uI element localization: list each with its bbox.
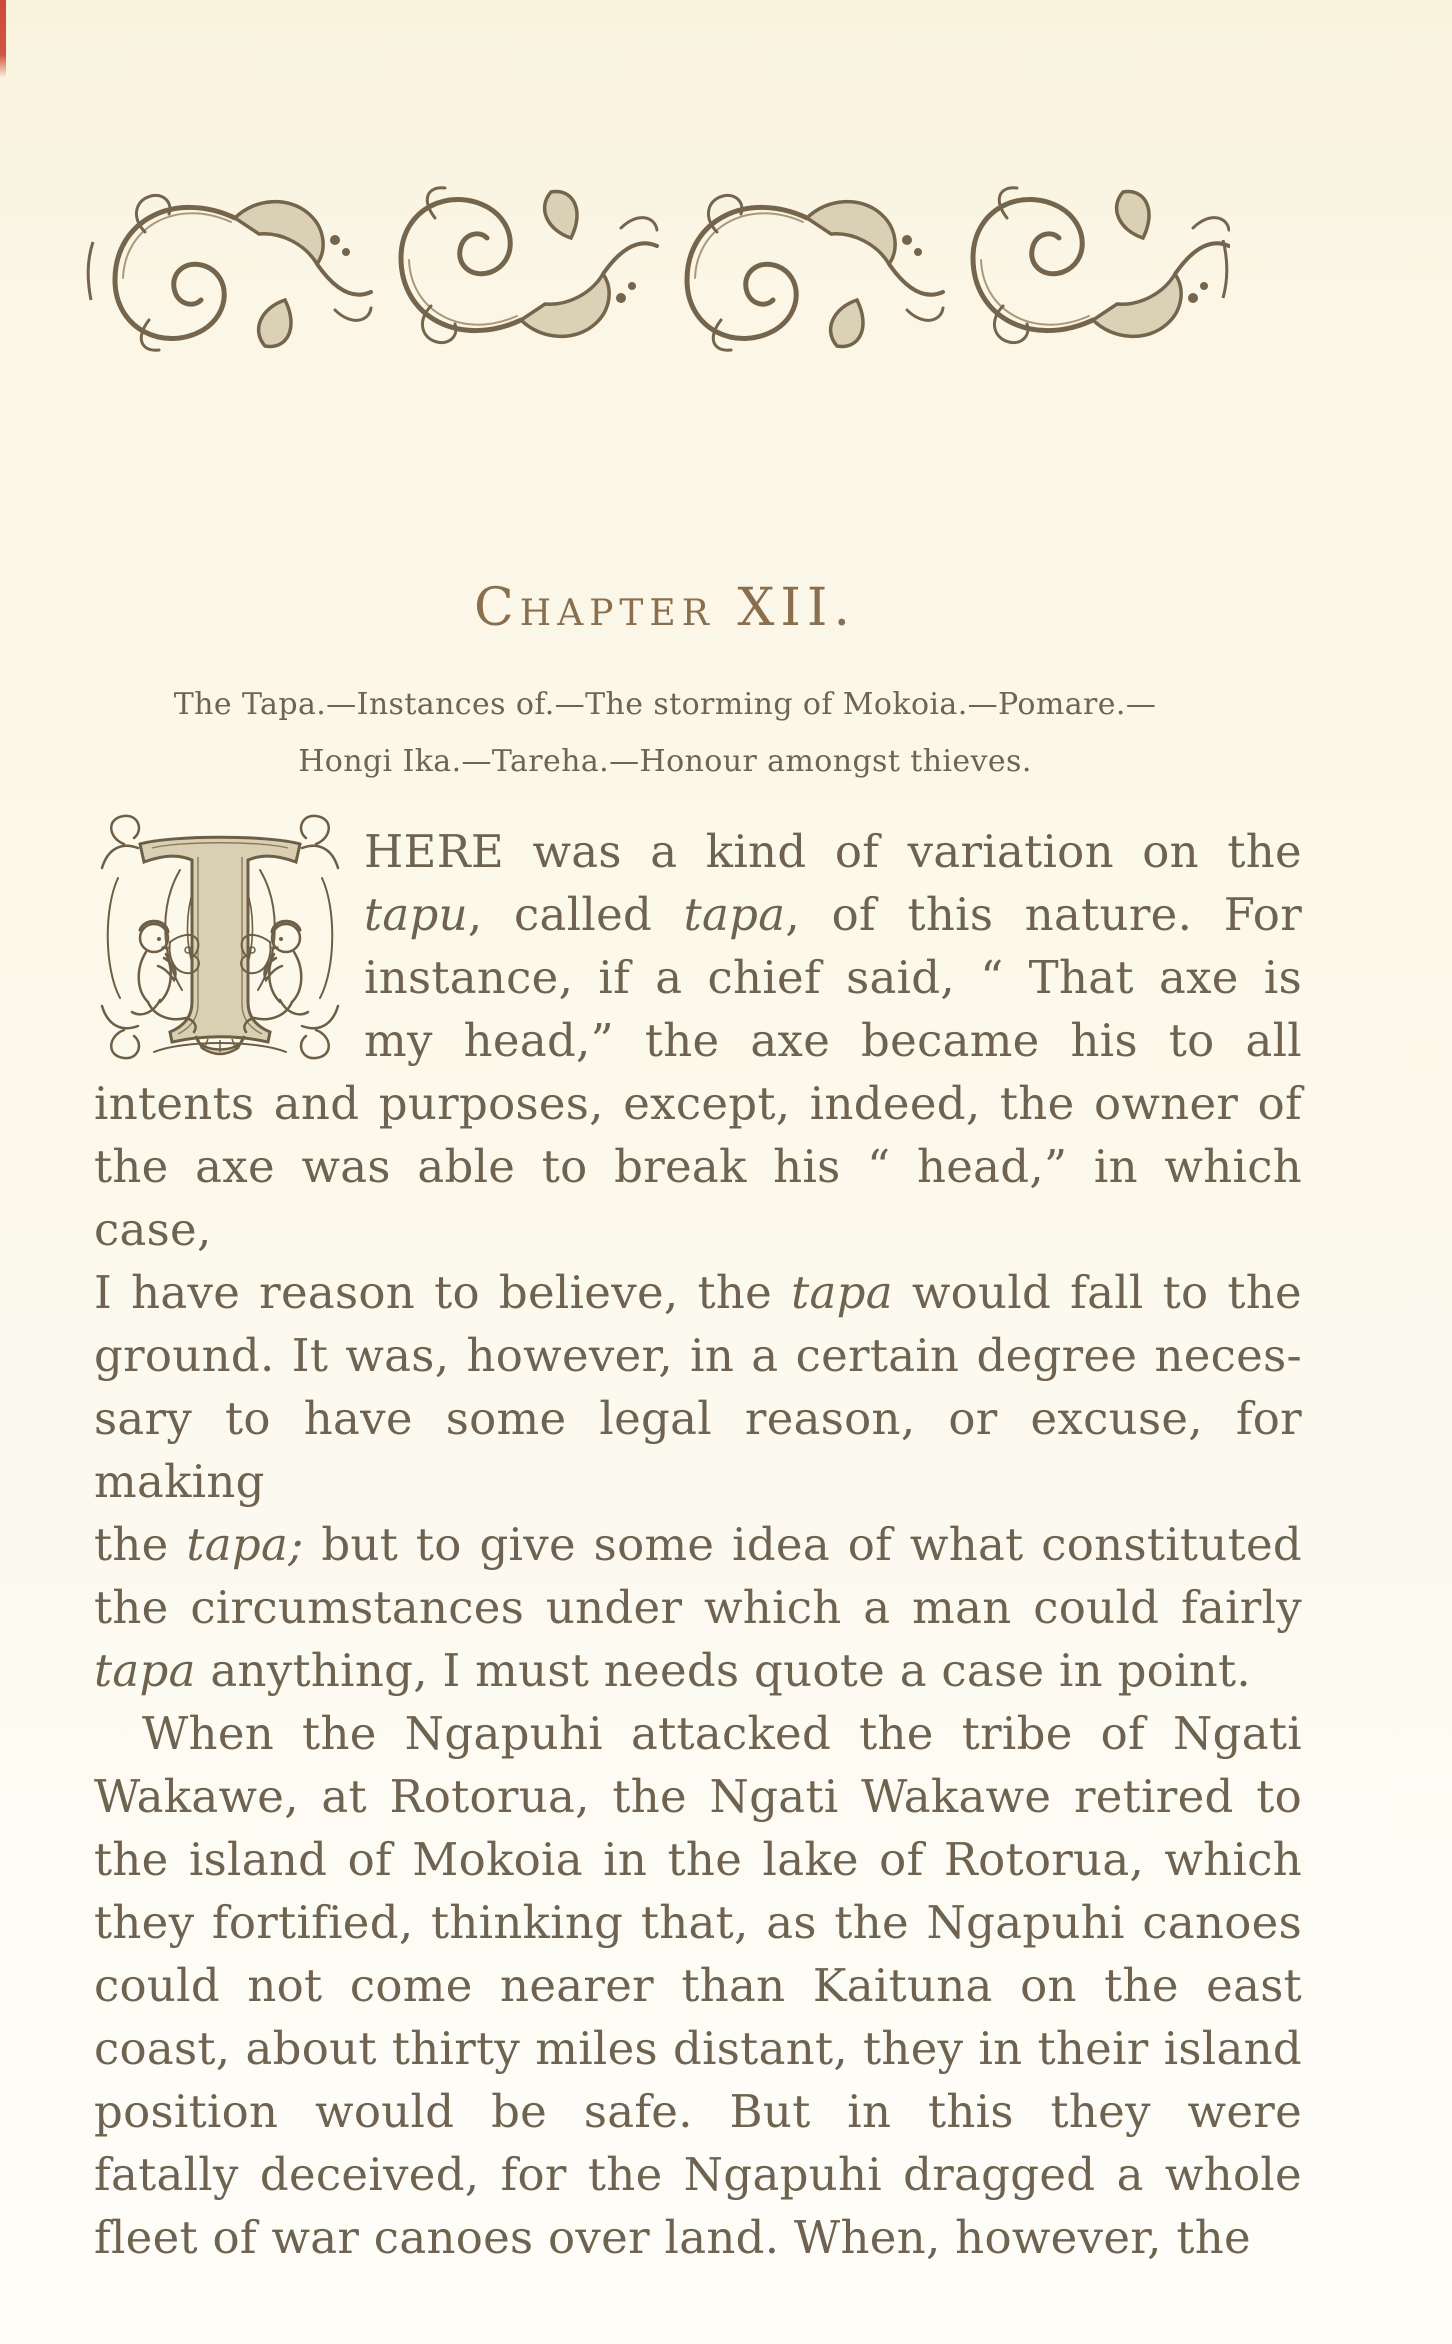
text-run: could not come nearer than Kaituna on the east	[94, 1959, 1302, 2012]
text-run: the circumstances under which a man could fairly	[94, 1581, 1302, 1634]
body-line	[94, 2206, 1302, 2269]
body-line	[94, 1387, 1302, 1513]
body-line	[94, 1828, 1302, 1891]
header-ornament-band	[85, 180, 1230, 358]
text-run: , called	[467, 888, 684, 941]
body-line	[94, 1639, 1302, 1702]
drop-cap-illustration	[94, 808, 346, 1066]
text-run: position would be safe. But in this they were	[94, 2085, 1302, 2138]
body-line	[94, 1513, 1302, 1576]
body-line	[94, 1072, 1302, 1135]
text-run: ground. It was, however, in a certain degree neces-	[94, 1329, 1302, 1382]
text-run: I have reason to believe, the	[94, 1266, 792, 1319]
text-run: fleet of war canoes over land. When, however, the	[94, 2211, 1251, 2264]
text-run: intents and purposes, except, indeed, the owner of	[94, 1077, 1302, 1130]
italic-term: tapa	[683, 888, 786, 941]
text-run: sary to have some legal reason, or excuse, for making	[94, 1392, 1302, 1508]
text-run: the island of Mokoia in the lake of Rotorua, which	[94, 1833, 1302, 1886]
text-run: Wakawe, at Rotorua, the Ngati Wakawe retired to	[94, 1770, 1302, 1823]
body-line	[94, 1765, 1302, 1828]
italic-term: tapa;	[186, 1518, 304, 1571]
acanthus-scroll-band-illustration	[85, 180, 1230, 358]
text-run: fatally deceived, for the Ngapuhi dragged a whole	[94, 2148, 1302, 2201]
text-run: the axe was able to break his “ head,” in which case,	[94, 1140, 1302, 1256]
text-run: instance, if a chief said, “ That axe is	[364, 951, 1302, 1004]
body-line	[94, 2080, 1302, 2143]
body-text	[94, 820, 1302, 2269]
scan-red-edge	[0, 0, 6, 78]
body-line	[94, 2017, 1302, 2080]
text-run: my head,” the axe became his to all	[364, 1014, 1302, 1067]
text-run: , of this nature. For	[785, 888, 1302, 941]
body-line	[94, 1261, 1302, 1324]
chapter-heading: Chapter XII.	[474, 578, 856, 638]
text-run: the	[94, 1518, 187, 1571]
body-line	[94, 1576, 1302, 1639]
body-line	[94, 1135, 1302, 1261]
text-run: When the Ngapuhi attacked the tribe of Ngati	[142, 1707, 1302, 1760]
body-line	[94, 1702, 1302, 1765]
text-run: would fall to the	[892, 1266, 1302, 1319]
italic-term: tapu	[364, 888, 468, 941]
italic-term: tapa	[791, 1266, 893, 1319]
body-line	[94, 1954, 1302, 2017]
text-run: but to give some idea of what constituted	[303, 1518, 1302, 1571]
summary-line: The Tapa.—Instances of.—The storming of Mokoia.—Pomare.—	[173, 687, 1157, 722]
text-run: HERE was a kind of variation on the	[364, 825, 1302, 878]
body-line	[94, 1324, 1302, 1387]
body-line	[94, 1891, 1302, 1954]
body-line	[94, 2143, 1302, 2206]
text-run: coast, about thirty miles distant, they in their island	[94, 2022, 1302, 2075]
drop-cap-initial-T	[94, 808, 346, 1066]
italic-term: tapa	[94, 1644, 196, 1697]
text-run: they fortified, thinking that, as the Ngapuhi canoes	[94, 1896, 1302, 1949]
summary-line: Hongi Ika.—Tareha.—Honour amongst thieves.	[298, 744, 1032, 779]
chapter-summary	[0, 676, 1330, 790]
text-run: anything, I must needs quote a case in point.	[195, 1644, 1252, 1697]
